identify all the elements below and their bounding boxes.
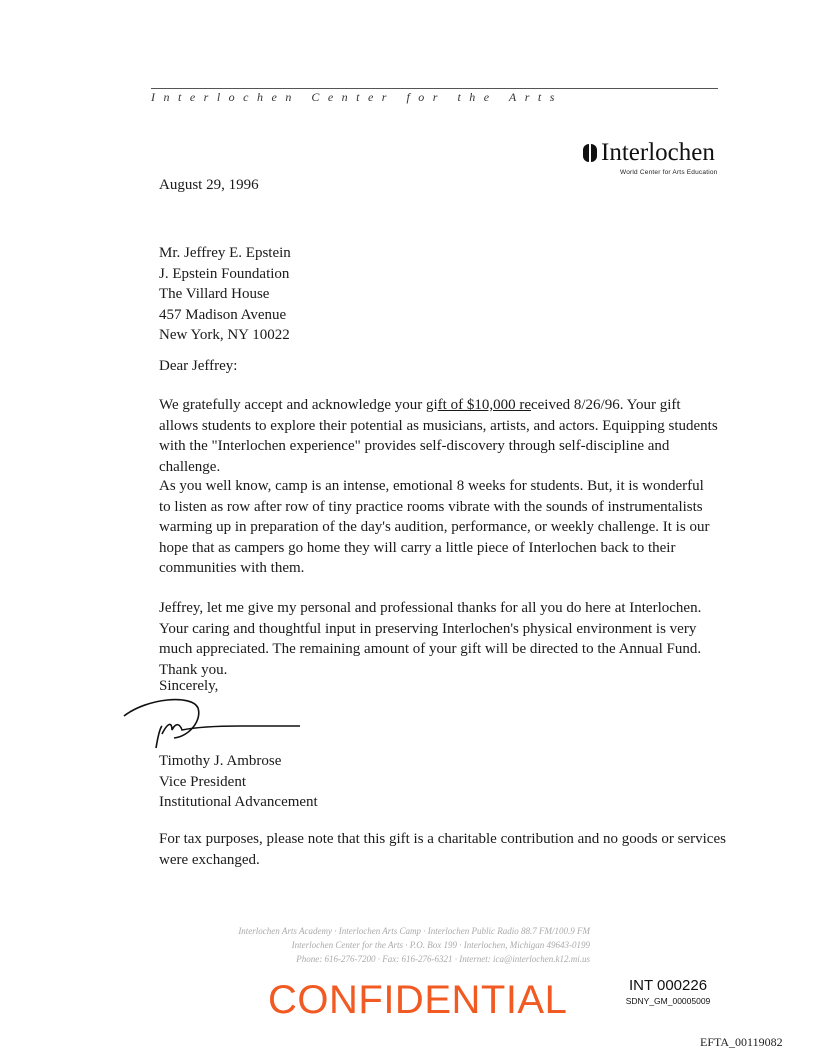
letterhead-text: Interlochen Center for the Arts [151,90,563,104]
letterhead-footer [150,924,590,966]
bates-number-secondary: SDNY_GM_00005009 [625,996,711,1006]
signer-department: Institutional Advancement [159,794,318,810]
recipient-line: 457 Madison Avenue [159,306,287,323]
body-paragraph-1: We gratefully accept and acknowledge your gift of $10,000 received 8/26/96. Your gift allows students to explore their potential as musicians, artists, and actors. Equipping students with the "Interlochen experience" provides self-discovery through self-discipline and challenge. [159,397,718,475]
efta-number: EFTA_00119082 [700,1035,783,1049]
signer-title: Vice President [159,773,246,790]
signer-block [159,751,318,813]
body-paragraph-2: As you well know, camp is an intense, emotional 8 weeks for students. But, it is wonderful to listen as row after row of tiny practice rooms vibrate with the sounds of instrumentalists warming up in preparation of the day's audition, performance, or weekly challenge. It is our hope that as campers go home they will carry a little piece of Interlochen back to their communities with them. [159,478,710,576]
body-paragraph-3: Jeffrey, let me give my personal and professional thanks for all you do here at Interlochen. Your caring and thoughtful input in preserving Interlochen's physical environment is very much appreciated. The remaining amount of your gift will be directed to the Annual Fund. Thank you. [159,600,702,678]
letter-date: August 29, 1996 [159,177,259,193]
recipient-line: J. Epstein Foundation [159,265,290,282]
closing: Sincerely, [159,678,219,694]
gift-amount-underline: ft of $10,000 re [437,397,531,413]
logo-tagline: World Center for Arts Education [620,169,718,176]
salutation: Dear Jeffrey: [159,358,238,374]
recipient-line: Mr. Jeffrey E. Epstein [159,245,291,261]
signature-icon [122,696,302,750]
recipient-address [159,243,291,346]
footer-line: Interlochen Center for the Arts · P.O. Box 199 · Interlochen, Michigan 49643-0199 [291,940,590,950]
recipient-line: New York, NY 10022 [159,327,290,343]
signer-name: Timothy J. Ambrose [159,753,282,769]
logo-mark-icon [583,144,597,162]
letterhead-rule [151,88,718,89]
footer-line: Interlochen Arts Academy · Interlochen Arts Camp · Interlochen Public Radio 88.7 FM/100.9 FM [238,926,590,936]
confidential-stamp: CONFIDENTIAL [268,978,568,1022]
interlochen-logo [583,138,723,178]
recipient-line: The Villard House [159,286,270,302]
logo-name: Interlochen [601,139,715,166]
footer-line: Phone: 616-276-7200 · Fax: 616-276-6321 · Internet: ica@interlochen.k12.mi.us [296,954,590,964]
bates-number: INT 000226 [628,977,708,994]
tax-note: For tax purposes, please note that this gift is a charitable contribution and no goods or services were exchanged. [159,831,726,868]
